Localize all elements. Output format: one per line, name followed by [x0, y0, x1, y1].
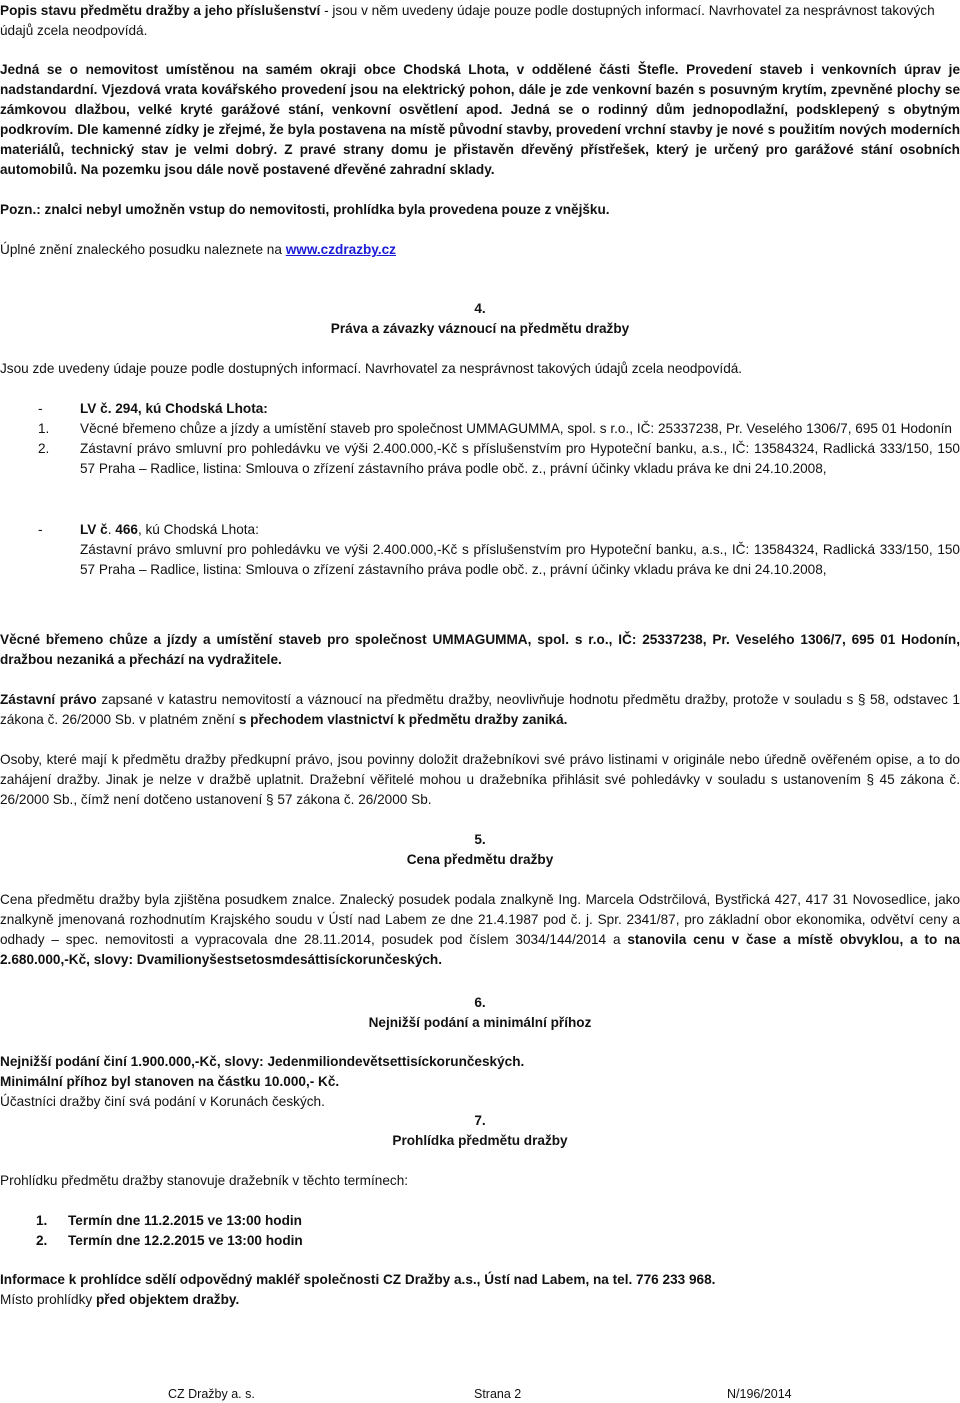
- price-paragraph: [0, 890, 960, 970]
- section-5-title: Cena předmětu dražby: [406, 852, 554, 867]
- lv-294-item-1: [0, 419, 960, 439]
- full-report-text: Úplné znění znaleckého posudku naleznete na: [0, 242, 286, 257]
- inspection-intro: Prohlídku předmětu dražby stanovuje dražebník v těchto termínech:: [0, 1173, 409, 1188]
- property-description: Jedná se o nemovitost umístěnou na samém okraji obce Chodská Lhota, v oddělené části Štefle. Provedení staveb i venkovních úprav je nadstandardní. Vjezdová vrata kovářského provedení jsou na elektrický pohon, dále je zde venkovní bazén s posuvným krytím, zpevněné plochy se zámkovou dlažbou, velké kryté garážové stání, venkovní osvětlení apod. Jedná se o rodinný dům jednopodlažní, podsklepený s obytným podkrovím. Dle kamenné zídky je zřejmé, že byla postavena na místě původní stavby, provedení vrchní stavby je nové s použitím nových moderních materiálů, technický stav je velmi dobrý. Z pravé strany domu je přistavěn dřevěný přístřešek, který je určený pro garážové stání osobních automobilů. Na pozemku jsou dále nově postavené dřevěné zahradní sklady.: [0, 62, 960, 177]
- lv-466-heading: [0, 520, 960, 540]
- section-4-number: 4.: [474, 301, 486, 316]
- lien-text: zapsané v katastru nemovitostí a váznoucí na předmětu dražby, neovlivňuje hodnotu předmětu dražby, protože v souladu s § 58, odstavec 1 zákona č. 26/2000 Sb. v platném znění: [0, 692, 960, 727]
- lien-conclusion: s přechodem vlastnictví k předmětu dražby zaniká.: [238, 712, 568, 727]
- easement-note: Věcné břemeno chůze a jízdy a umístění staveb pro společnost UMMAGUMMA, spol. s r.o., IČ: 25337238, Pr. Veselého 1306/7, 695 01 Hodonín, dražbou nezaniká a přechází na vydražitele.: [0, 632, 960, 667]
- section-4-title: Práva a závazky váznoucí na předmětu dražby: [330, 321, 630, 336]
- full-report-line: [0, 240, 960, 260]
- currency-note: Účastníci dražby činí svá podání v Korunách českých.: [0, 1094, 325, 1109]
- note-text: : znalci nebyl umožněn vstup do nemovitosti, prohlídka byla provedena pouze z vnějšku.: [36, 202, 610, 217]
- lv-294-block: [0, 399, 960, 479]
- section-6-title: Nejnižší podání a minimální příhoz: [368, 1015, 592, 1030]
- section-5-number: 5.: [474, 832, 486, 847]
- lv-466-title: [80, 522, 259, 537]
- section-4-disclaimer: Jsou zde uvedeny údaje pouze podle dostupných informací. Navrhovatel za nesprávnost takových údajů zcela neodpovídá.: [0, 361, 743, 376]
- lv-294-item-2: [0, 439, 960, 479]
- item-text: Zástavní právo smluvní pro pohledávku ve výši 2.400.000,-Kč s příslušenstvím pro Hypoteční banku, a.s., IČ: 13584324, Radlická 333/150, 150 57 Praha – Radlice, listina: Smlouva o zřízení zástavního práva podle obč. z., právní účinky vkladu práva ke dni 24.10.2008,: [80, 542, 960, 577]
- list-dash: -: [38, 522, 43, 537]
- item-text: Věcné břemeno chůze a jízdy a umístění staveb pro společnost UMMAGUMMA, spol. s r.o., IČ: 25337238, Pr. Veselého 1306/7, 695 01 Hodonín: [80, 421, 952, 436]
- lien-title: Zástavní právo: [0, 692, 97, 707]
- lv-466-item: [0, 540, 960, 580]
- condition-disclaimer-text: - jsou v něm uvedeny údaje pouze podle dostupných informací. Navrhovatel za nesprávnost takových údajů zcela neodpovídá.: [0, 3, 935, 38]
- lv-294-heading: [0, 399, 960, 419]
- condition-disclaimer: [0, 1, 960, 41]
- lv-466-title-dot: .: [107, 522, 116, 537]
- lv-466-block: [0, 520, 960, 580]
- section-6-number: 6.: [474, 995, 486, 1010]
- footer-reference: N/196/2014: [727, 1387, 792, 1401]
- lv-466-title-num: 466: [115, 522, 138, 537]
- footer-company: CZ Dražby a. s.: [168, 1387, 255, 1401]
- item-text: Zástavní právo smluvní pro pohledávku ve výši 2.400.000,-Kč s příslušenstvím pro Hypoteční banku, a.s., IČ: 13584324, Radlická 333/150, 150 57 Praha – Radlice, listina: Smlouva o zřízení zástavního práva podle obč. z., právní účinky vkladu práva ke dni 24.10.2008,: [80, 441, 960, 476]
- term-number: 2.: [36, 1233, 48, 1248]
- condition-disclaimer-title: Popis stavu předmětu dražby a jeho příslušenství: [0, 3, 321, 18]
- inspection-place-label: Místo prohlídky: [0, 1292, 96, 1307]
- price-value: stanovila cenu v čase a místě obvyklou, a to na 2.680.000,-Kč, slovy: Dvamilionyšestsetosmdesáttisíckorunčeských.: [0, 932, 960, 967]
- inspection-place: [0, 1290, 960, 1310]
- item-number: 2.: [38, 441, 50, 456]
- lv-466-title-rest: , kú Chodská Lhota:: [137, 522, 259, 537]
- lv-294-title: LV č. 294, kú Chodská Lhota:: [80, 401, 268, 416]
- lv-466-title-lv: LV č: [80, 522, 108, 537]
- czdrazby-link[interactable]: www.czdrazby.cz: [285, 242, 396, 257]
- inspection-note: [0, 200, 960, 220]
- inspection-terms: [0, 1211, 960, 1251]
- preemption-note: Osoby, které mají k předmětu dražby předkupní právo, jsou povinny doložit dražebníkovi své právo listinami v originále nebo úředně ověřeném opise, a to do zahájení dražby. Jinak je nelze v dražbě uplatnit. Dražební věřitelé mohou u dražebníka přihlásit své pohledávky v souladu s ustanovením § 45 zákona č. 26/2000 Sb., čímž není dotčeno ustanovení § 57 zákona č. 26/2000 Sb.: [0, 752, 960, 807]
- lien-note: [0, 690, 960, 730]
- section-7-title: Prohlídka předmětu dražby: [392, 1133, 568, 1148]
- list-dash: -: [38, 401, 43, 416]
- section-7-number: 7.: [474, 1113, 486, 1128]
- inspection-term-1: [0, 1211, 960, 1231]
- term-text: Termín dne 11.2.2015 ve 13:00 hodin: [68, 1213, 302, 1228]
- minimum-bid: Nejnižší podání činí 1.900.000,-Kč, slovy: Jedenmiliondevětsettisíckorunčeských.: [0, 1054, 525, 1069]
- inspection-term-2: [0, 1231, 960, 1251]
- footer-page-number: Strana 2: [474, 1387, 522, 1401]
- inspection-info: Informace k prohlídce sdělí odpovědný makléř společnosti CZ Dražby a.s., Ústí nad Labem, na tel. 776 233 968.: [0, 1272, 716, 1287]
- term-number: 1.: [36, 1213, 48, 1228]
- inspection-place-value: před objektem dražby.: [95, 1292, 240, 1307]
- term-text: Termín dne 12.2.2015 ve 13:00 hodin: [68, 1233, 303, 1248]
- item-number: 1.: [38, 421, 50, 436]
- price-text: Cena předmětu dražby byla zjištěna posudkem znalce. Znalecký posudek podala znalkyně Ing. Marcela Odstrčilová, Bystřická 427, 417 31 Novosedlice, jako znalkyně jmenovaná rozhodnutím Krajského soudu v Ústí nad Labem ze dne 21.4.1987 pod č. j. Spr. 2341/87, pro základní obor ekonomika, odvětví ceny a odhady – spec. nemovitosti a vypracovala dne 28.11.2014, posudek pod číslem 3034/144/2014 a: [0, 892, 960, 947]
- minimum-increment: Minimální příhoz byl stanoven na částku 10.000,- Kč.: [0, 1074, 340, 1089]
- note-label: Pozn.: [0, 202, 37, 217]
